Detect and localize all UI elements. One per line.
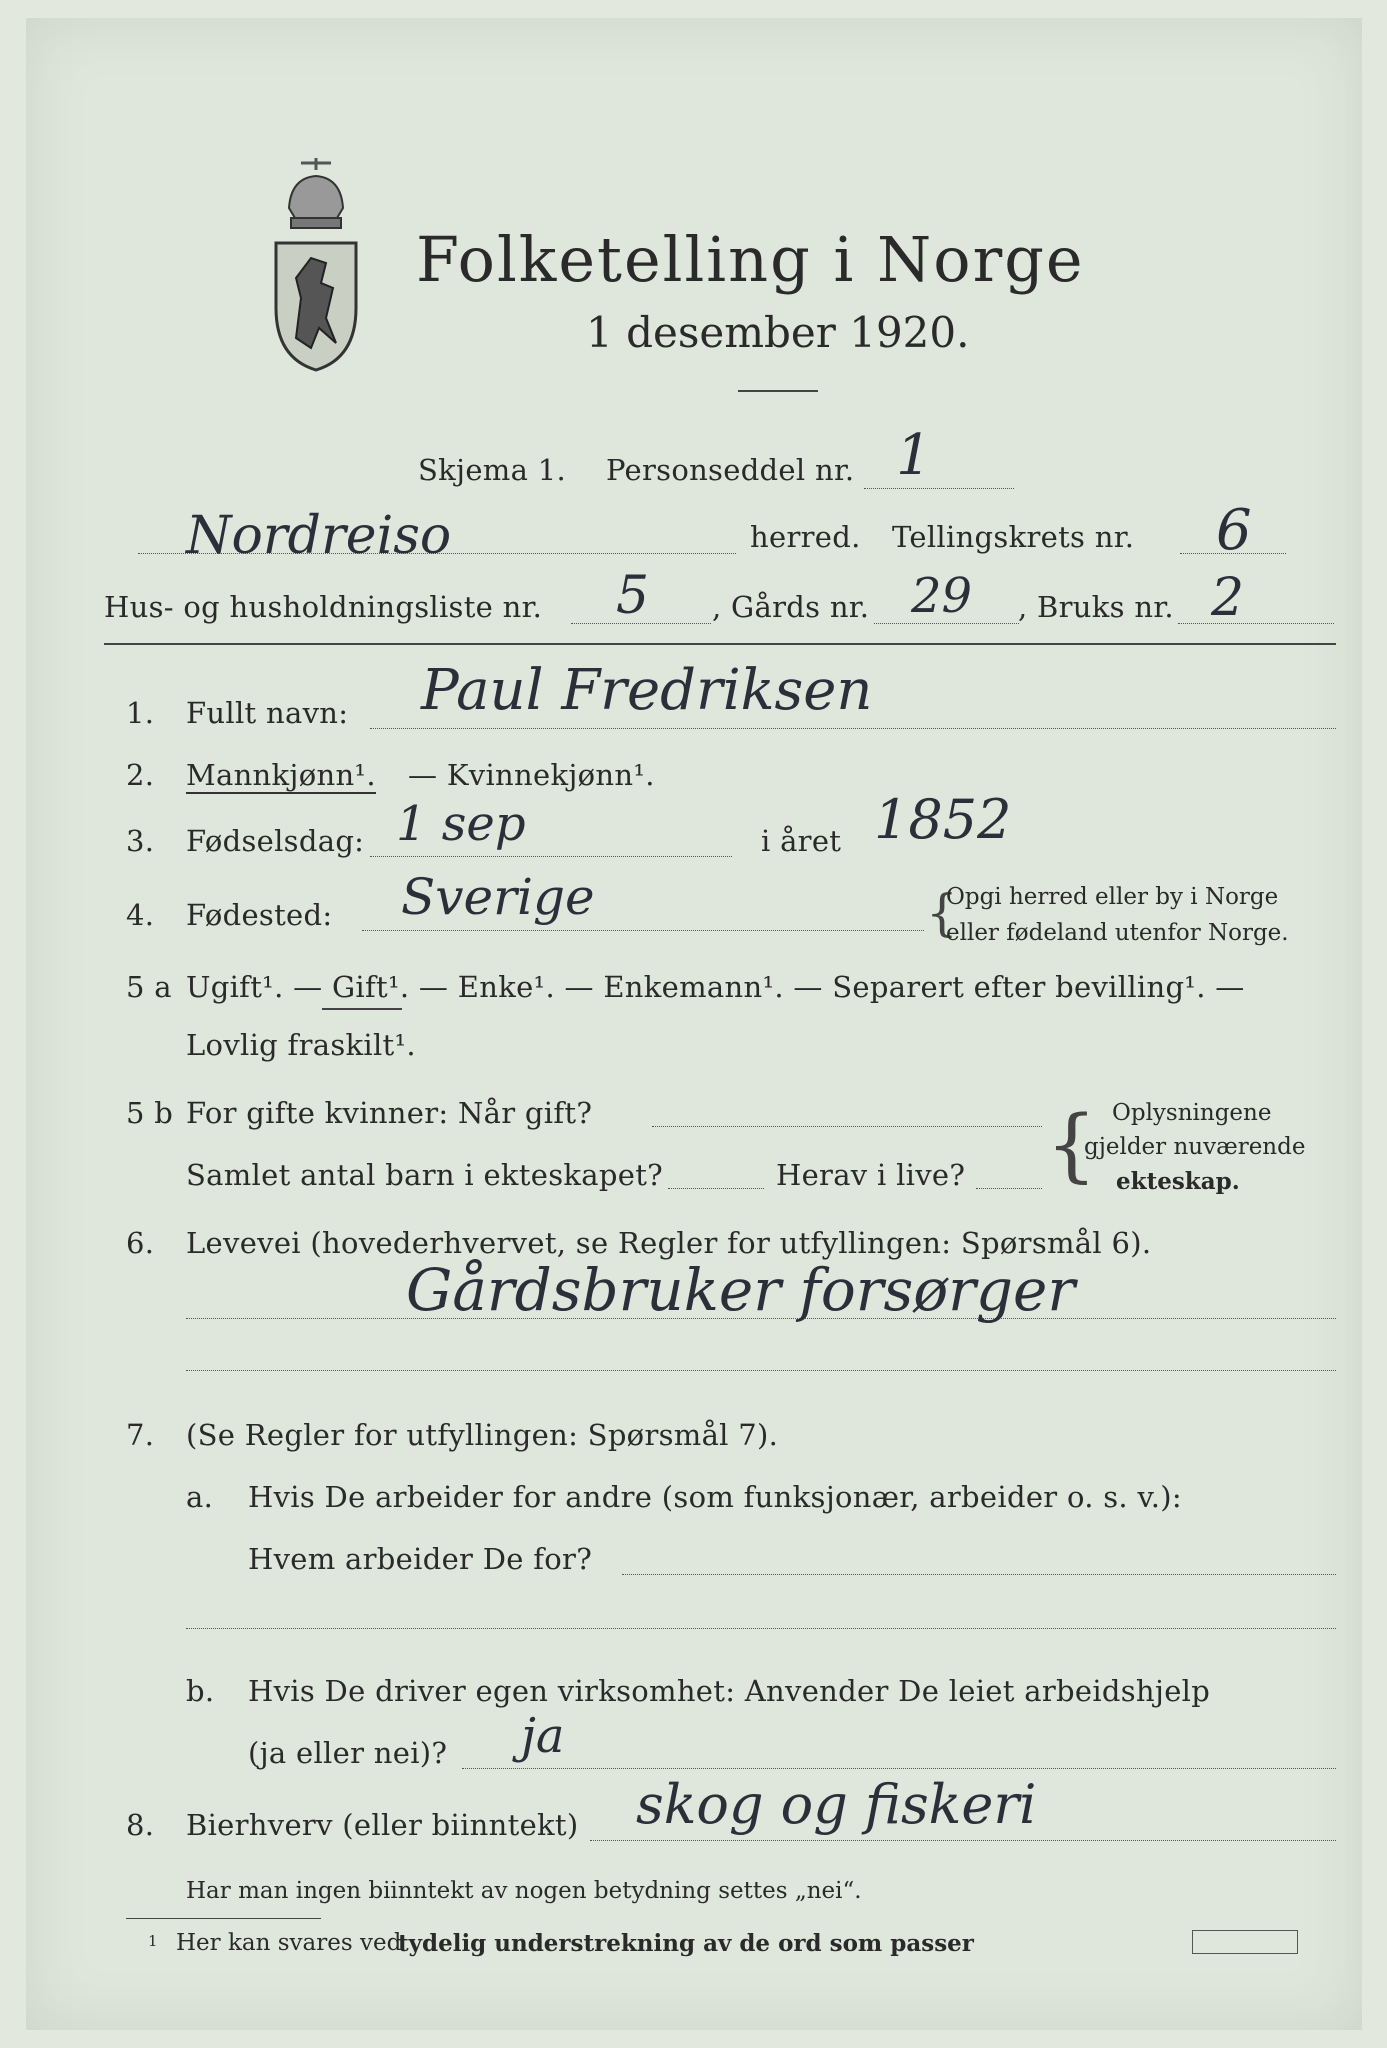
q6-value: Gårdsbruker forsørger bbox=[406, 1256, 1076, 1324]
personseddel-label: Personseddel nr. bbox=[606, 453, 855, 487]
q8-label: Bierhverv (eller biinntekt) bbox=[186, 1808, 579, 1842]
gards-label: , Gårds nr. bbox=[712, 590, 870, 624]
q7b-letter: b. bbox=[186, 1674, 215, 1708]
q5a-options-line-2: Lovlig fraskilt¹. bbox=[186, 1028, 416, 1062]
q5b-when-married: For gifte kvinner: Når gift? bbox=[186, 1096, 593, 1130]
q7a-question-line-2: Hvem arbeider De for? bbox=[248, 1542, 593, 1576]
header-rule bbox=[104, 643, 1336, 645]
q6-number: 6. bbox=[126, 1226, 155, 1260]
biinntekt-note: Har man ingen biinntekt av nogen betydning settes „nei“. bbox=[186, 1878, 862, 1904]
q4-note-line-2: eller fødeland utenfor Norge. bbox=[946, 920, 1289, 946]
bruks-label: , Bruks nr. bbox=[1018, 590, 1174, 624]
q7b-question: Hvis De driver egen virksomhet: Anvender De leiet arbeidshjelp bbox=[248, 1674, 1211, 1708]
q5b-children-total: Samlet antal barn i ekteskapet? bbox=[186, 1158, 663, 1192]
norwegian-coat-of-arms-icon bbox=[271, 158, 361, 373]
q3-label: Fødselsdag: bbox=[186, 824, 365, 858]
q2-mannkjonn-underlined: Mannkjønn¹. bbox=[186, 758, 376, 792]
footnote-rule bbox=[126, 1918, 321, 1919]
q4-note-line-1: Opgi herred eller by i Norge bbox=[946, 884, 1279, 910]
q7b-question-line-2: (ja eller nei)? bbox=[248, 1736, 448, 1770]
q2-number: 2. bbox=[126, 758, 155, 792]
gards-value: 29 bbox=[911, 568, 973, 624]
q5b-children-alive: Herav i live? bbox=[776, 1158, 966, 1192]
q5a-options: Ugift¹. — Gift¹. — Enke¹. — Enkemann¹. — Separert efter bevilling¹. — bbox=[186, 970, 1245, 1004]
q7-number: 7. bbox=[126, 1418, 155, 1452]
q8-number: 8. bbox=[126, 1808, 155, 1842]
q1-number: 1. bbox=[126, 696, 155, 730]
q7a-question: Hvis De arbeider for andre (som funksjonær, arbeider o. s. v.): bbox=[248, 1480, 1182, 1514]
footnote-text: Her kan svares ved bbox=[176, 1930, 402, 1956]
q2-kvinnekjonn: — Kvinnekjønn¹. bbox=[408, 758, 655, 792]
bruks-value: 2 bbox=[1211, 568, 1245, 628]
q5b-note-line-2: gjelder nuværende bbox=[1084, 1134, 1306, 1160]
q8-value: skog og fiskeri bbox=[636, 1773, 1037, 1836]
q5b-number: 5 b bbox=[126, 1096, 174, 1130]
census-form-page: Folketelling i Norge 1 desember 1920. Skjema 1. Personseddel nr. 1 Nordreiso herred. Tellingskrets nr. 6 Hus- og husholdningsliste nr. 5 , Gårds nr. 29 , Bruks nr. 2 1. Fullt navn: Paul Fredriksen 2. Mannkjønn¹. — Kvinnekjønn¹. 3. Fødselsdag: 1 sep i året 1852 4. Fødested: Sverige { Opgi herred eller by i Norge eller fødeland utenfor Norge. 5 a Ugift¹. — Gift¹. — Enke¹. — Enkemann¹. — Separert efter bevilling¹. — Lovlig fraskilt¹. 5 b For gifte kvinner: Når gift? Samlet antal barn i ekteskapet? Herav i live? { Oplysningene gjelder nuværende ekteskap. 6. Levevei (hovederhvervet, se Regler for utfyllingen: Spørsmål 6). Gårdsbruker forsørger 7. (Se Regler for utfyllingen: Spørsmål 7). a. Hvis De arbeider for andre (som funksjonær, arbeider o. s. v.): Hvem arbeider De for? b. Hvis De driver egen virksomhet: Anvender De leiet arbeidshjelp (ja eller nei)? ja 8. Bierhverv (eller biinntekt) skog og fiskeri Har man ingen biinntekt av nogen betydning settes „nei“. 1 Her kan svares ved tydelig understrekning av de ord som passer bbox=[26, 18, 1362, 2030]
q5b-note-line-1: Oplysningene bbox=[1112, 1100, 1272, 1126]
form-date: 1 desember 1920. bbox=[586, 308, 970, 357]
form-title: Folketelling i Norge bbox=[416, 223, 1085, 296]
q4-number: 4. bbox=[126, 898, 155, 932]
footnote-mark: 1 bbox=[148, 1932, 158, 1950]
q3-year-value: 1852 bbox=[874, 788, 1012, 851]
q3-number: 3. bbox=[126, 824, 155, 858]
q7-label: (Se Regler for utfyllingen: Spørsmål 7). bbox=[186, 1418, 779, 1452]
q7b-value: ja bbox=[521, 1708, 565, 1764]
herred-label: herred. bbox=[750, 520, 861, 554]
hus-value: 5 bbox=[616, 566, 650, 626]
tellingskrets-label: Tellingskrets nr. bbox=[892, 520, 1135, 554]
q5a-number: 5 a bbox=[126, 970, 172, 1004]
skjema-label: Skjema 1. bbox=[418, 453, 566, 487]
q4-value: Sverige bbox=[401, 868, 595, 926]
q3-year-label: i året bbox=[761, 824, 842, 858]
printer-stamp bbox=[1192, 1930, 1298, 1954]
personseddel-value: 1 bbox=[896, 423, 932, 488]
q5b-note-line-3: ekteskap. bbox=[1116, 1168, 1240, 1195]
hus-label: Hus- og husholdningsliste nr. bbox=[104, 590, 543, 624]
q1-label: Fullt navn: bbox=[186, 696, 349, 730]
footnote-emphasis: tydelig understrekning av de ord som passer bbox=[398, 1930, 974, 1957]
tellingskrets-value: 6 bbox=[1216, 498, 1252, 563]
herred-value: Nordreiso bbox=[186, 506, 452, 566]
gift-underline bbox=[322, 1008, 402, 1010]
q1-value: Paul Fredriksen bbox=[421, 658, 873, 723]
q6-label: Levevei (hovederhvervet, se Regler for utfyllingen: Spørsmål 6). bbox=[186, 1226, 1152, 1260]
q3-value: 1 sep bbox=[396, 796, 526, 852]
q4-label: Fødested: bbox=[186, 898, 333, 932]
q7a-letter: a. bbox=[186, 1480, 214, 1514]
title-divider bbox=[738, 390, 818, 392]
